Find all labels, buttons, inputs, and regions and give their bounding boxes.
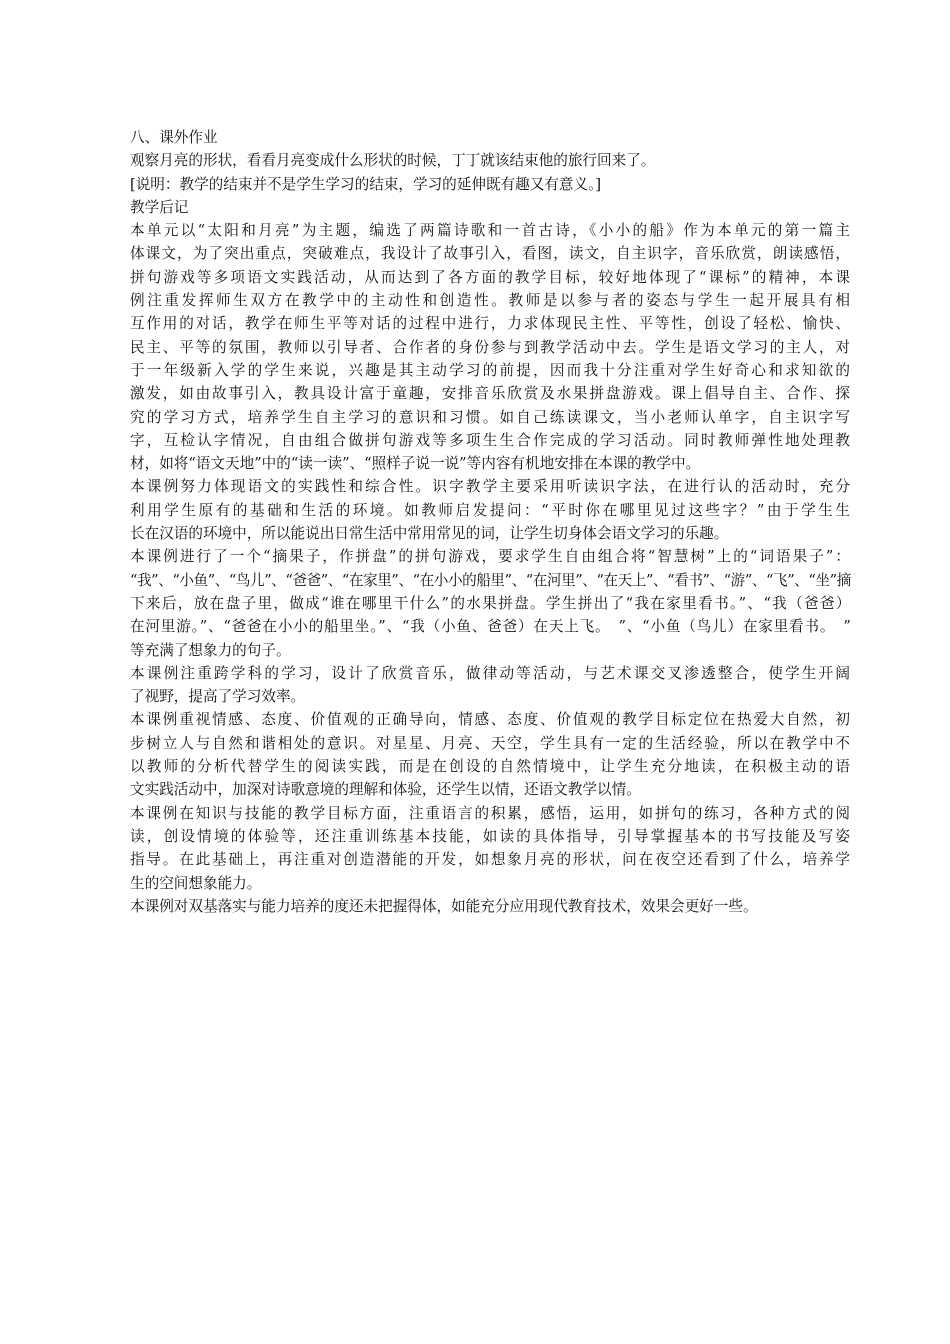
explanation-note: [说明：教学的结束并不是学生学习的结束，学习的延伸既有趣又有意义。] <box>130 175 602 193</box>
paragraph-line: 字，互检认字情况，自由组合做拼句游戏等多项生生合作完成的学习活动。同时教师弹性地处理教 <box>130 431 850 449</box>
paragraph-line: 在河里游。”、“爸爸在小小的船里坐。”、“我（小鱼、爸爸）在天上飞。 ”、“小鱼（鸟儿）在家里看书。 ” <box>130 618 850 636</box>
section-heading: 八、课外作业 <box>130 129 218 146</box>
paragraph-line: 本课例重视情感、态度、价值观的正确导向，情感、态度、价值观的教学目标定位在热爱大自然，初 <box>130 711 850 729</box>
afterword-paragraph-5 <box>130 708 850 801</box>
afterword-paragraph-6 <box>130 802 850 895</box>
afterword-paragraph-3 <box>130 545 850 661</box>
paragraph-line: 互作用的对话，教学在师生平等对话的过程中进行，力求体现民主性、平等性，创设了轻松、愉快、 <box>130 315 850 333</box>
paragraph-line: 本课例在知识与技能的教学目标方面，注重语言的积累，感悟，运用，如拼句的练习，各种方式的阅 <box>130 804 850 822</box>
paragraph-line: 民主、平等的氛围，教师以引导者、合作者的身份参与到教学活动中去。学生是语文学习的主人，对 <box>130 338 850 356</box>
afterword-paragraph-4 <box>130 662 850 709</box>
homework-text: 观察月亮的形状，看看月亮变成什么形状的时候，丁丁就该结束他的旅行回来了。 <box>130 152 656 170</box>
afterword-paragraph-7 <box>130 895 850 918</box>
paragraph-line: 激发，如由故事引入，教具设计富于童趣，安排音乐欣赏及水果拼盘游戏。课上倡导自主、合作、探 <box>130 385 850 403</box>
paragraph-line: 长在汉语的环境中，所以能说出日常生活中常用常见的词，让学生切身体会语文学习的乐趣。 <box>130 525 729 543</box>
paragraph-line: 下来后，放在盘子里，做成“谁在哪里干什么”的水果拼盘。学生拼出了“我在家里看书。”、“我（爸爸） <box>130 594 850 612</box>
paragraph-line: 步树立人与自然和谐相处的意识。对星星、月亮、天空，学生具有一定的生活经验，所以在教学中不 <box>130 734 850 752</box>
afterword-paragraph-2 <box>130 475 850 545</box>
paragraph-line: 于一年级新入学的学生来说，兴趣是其主动学习的前提，因而我十分注重对学生好奇心和求知欲的 <box>130 361 850 379</box>
paragraph-line: 例注重发挥师生双方在教学中的主动性和创造性。教师是以参与者的姿态与学生一起开展具有相 <box>130 292 850 310</box>
paragraph-line: 材，如将“语文天地”中的“读一读”、“照样子说一说”等内容有机地安排在本课的教学中。 <box>130 455 701 473</box>
paragraph-line: 生的空间想象能力。 <box>130 874 262 892</box>
paragraph-line: 指导。在此基础上，再注重对创造潜能的开发，如想象月亮的形状，问在夜空还看到了什么，培养学 <box>130 851 850 869</box>
afterword-paragraph-1 <box>130 219 850 475</box>
paragraph-line: 本单元以“太阳和月亮”为主题，编选了两篇诗歌和一首古诗，《小小的船》作为本单元的第一篇主 <box>130 222 850 240</box>
paragraph-line: 了视野，提高了学习效率。 <box>130 688 306 706</box>
paragraph-line: 文实践活动中，加深对诗歌意境的理解和体验，还学生以情，还语文教学以情。 <box>130 781 641 799</box>
paragraph-line: 本课例注重跨学科的学习，设计了欣赏音乐，做律动等活动，与艺术课交叉渗透整合，使学生开阔 <box>130 664 850 682</box>
paragraph-line: 以教师的分析代替学生的阅读实践，而是在创设的自然情境中，让学生充分地读，在积极主动的语 <box>130 758 850 776</box>
paragraph-line: 本课例对双基落实与能力培养的度还未把握得体，如能充分应用现代教育技术，效果会更好一些。 <box>130 897 758 915</box>
afterword-heading: 教学后记 <box>130 198 189 216</box>
paragraph-line: 本课例努力体现语文的实践性和综合性。识字教学主要采用听读识字法，在进行认的活动时，充分 <box>130 478 850 496</box>
paragraph-line: 等充满了想象力的句子。 <box>130 641 291 659</box>
document-page <box>130 126 850 918</box>
paragraph-line: 本课例进行了一个“摘果子，作拼盘”的拼句游戏，要求学生自由组合将“智慧树”上的“词语果子”： <box>130 548 850 566</box>
paragraph-line: 究的学习方式，培养学生自主学习的意识和习惯。如自己练读课文，当小老师认单字，自主识字写 <box>130 408 850 426</box>
paragraph-line: “我”、“小鱼”、“鸟儿”、“爸爸”、“在家里”、“在小小的船里”、“在河里”、“在天上”、“看书”、“游”、“飞”、“坐”摘 <box>130 571 850 589</box>
paragraph-line: 拼句游戏等多项语文实践活动，从而达到了各方面的教学目标，较好地体现了“课标”的精神，本课 <box>130 268 850 286</box>
paragraph-line: 利用学生原有的基础和生活的环境。如教师启发提问：“平时你在哪里见过这些字？”由于学生生 <box>130 501 850 519</box>
paragraph-line: 体课文，为了突出重点，突破难点，我设计了故事引入，看图，读文，自主识字，音乐欣赏，朗读感悟， <box>130 245 850 263</box>
paragraph-line: 读，创设情境的体验等，还注重训练基本技能，如读的具体指导，引导掌握基本的书写技能及写姿 <box>130 827 850 845</box>
